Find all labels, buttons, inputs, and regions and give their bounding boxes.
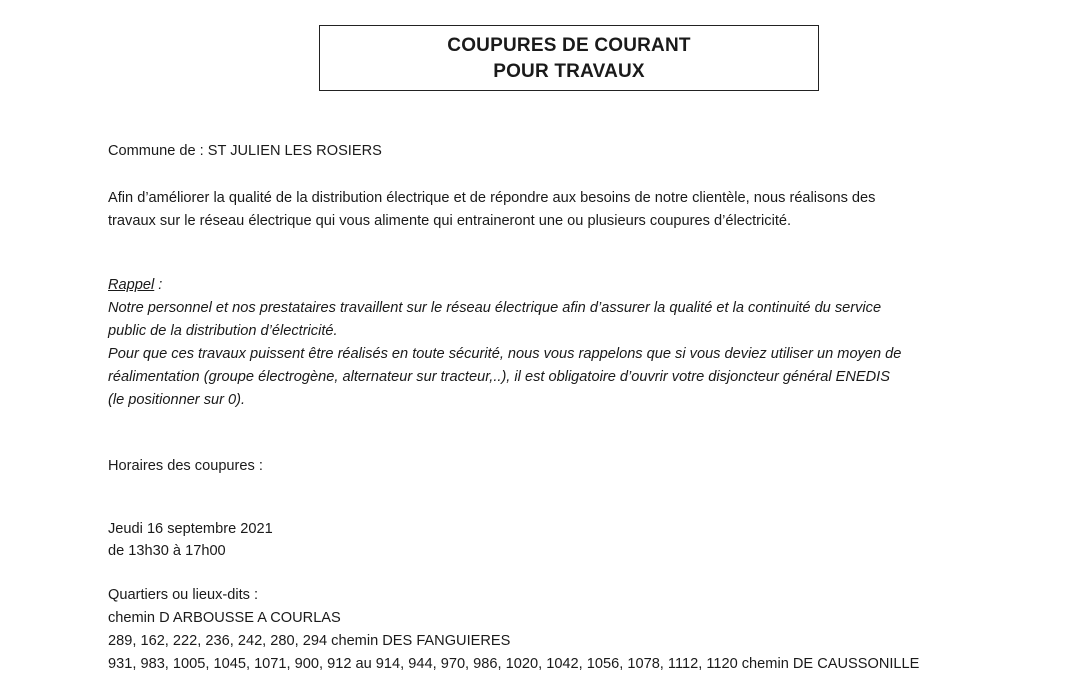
intro-line-1: Afin d’améliorer la qualité de la distribution électrique et de répondre aux besoins de notre clientèle, nous réalisons des [108,190,876,206]
commune-line: Commune de : ST JULIEN LES ROSIERS [108,143,382,159]
rappel-line-3: Pour que ces travaux puissent être réalisés en toute sécurité, nous vous rappelons que si vous deviez utiliser un moyen de [108,346,902,362]
quartiers-label: Quartiers ou lieux-dits : [108,587,259,603]
rappel-heading [108,274,162,297]
title-line-2: POUR TRAVAUX [493,61,645,82]
quartier-line-3: 931, 983, 1005, 1045, 1071, 900, 912 au 914, 944, 970, 986, 1020, 1042, 1056, 1078, 1112, 1120 chemin DE CAUSSONILLE [108,656,920,672]
rappel-heading-suffix: : [154,277,163,293]
quartier-line-2: 289, 162, 222, 236, 242, 280, 294 chemin DES FANGUIERES [108,633,511,649]
quartier-line-1: chemin D ARBOUSSE A COURLAS [108,610,341,626]
schedule-date: Jeudi 16 septembre 2021 [108,521,273,537]
horaires-label: Horaires des coupures : [108,458,263,474]
rappel-line-1: Notre personnel et nos prestataires travaillent sur le réseau électrique afin d’assurer la qualité et la continuité du service [108,300,882,316]
rappel-line-2: public de la distribution d’électricité. [108,323,338,339]
document-title-box [319,25,819,91]
rappel-line-5: (le positionner sur 0). [108,392,246,408]
rappel-heading-label: Rappel [108,277,155,293]
rappel-line-4: réalimentation (groupe électrogène, alternateur sur tracteur,..), il est obligatoire d’ouvrir votre disjoncteur général ENEDIS [108,369,890,385]
schedule-time: de 13h30 à 17h00 [108,543,226,559]
intro-line-2: travaux sur le réseau électrique qui vous alimente qui entraineront une ou plusieurs coupures d’électricité. [108,213,792,229]
title-line-1: COUPURES DE COURANT [447,35,691,56]
